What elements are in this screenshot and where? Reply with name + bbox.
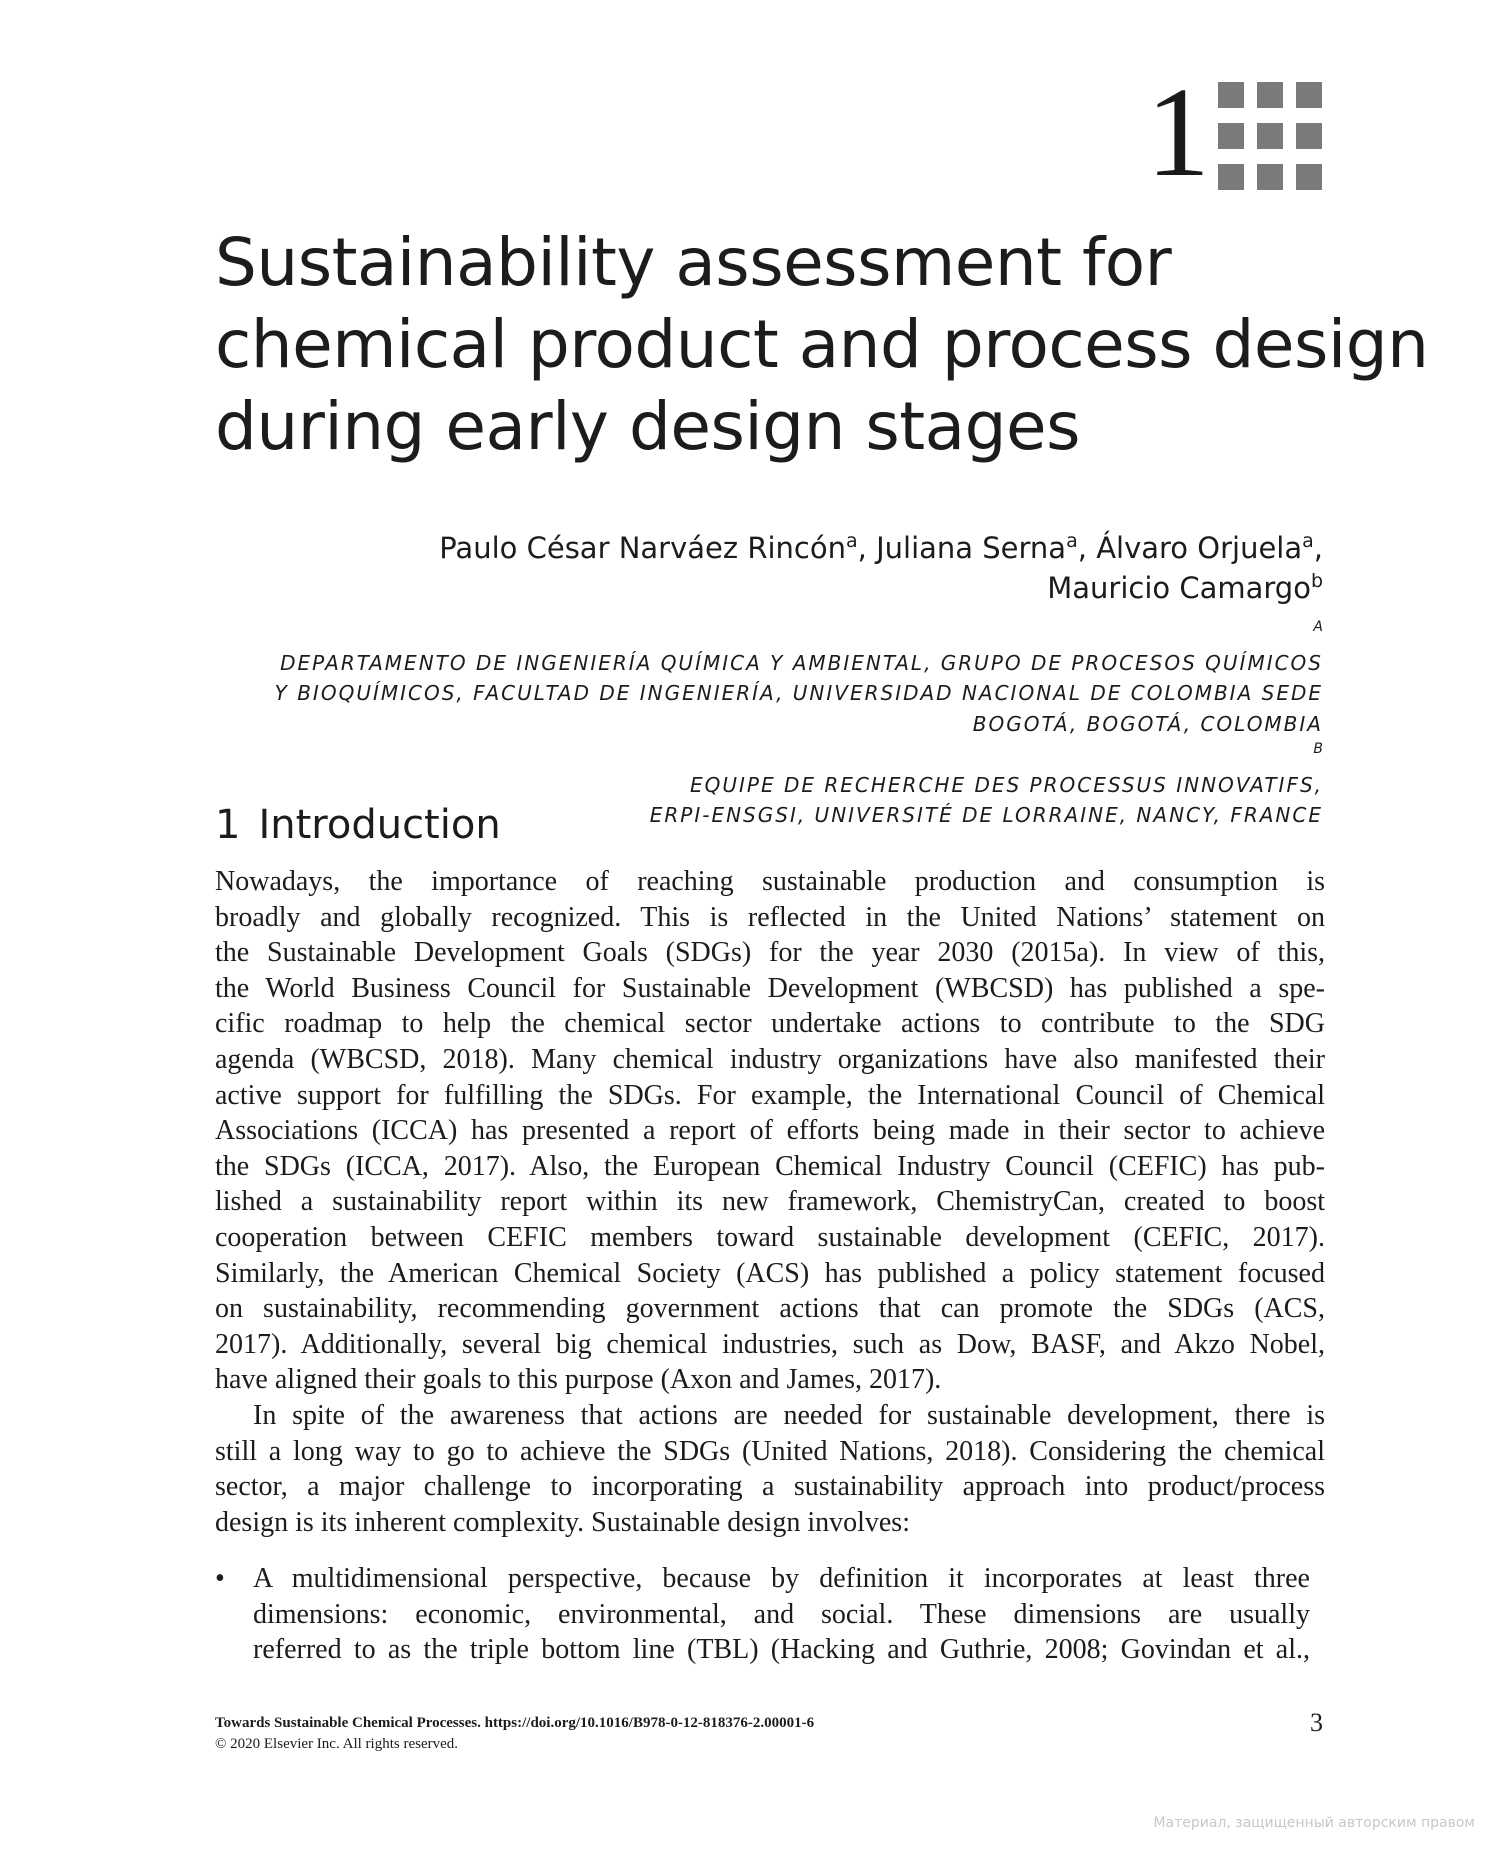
section-number: 1 (215, 802, 241, 848)
text-line: referred to as the triple bottom line (TBL) (Hacking and Guthrie, 2008; Govindan et al., (253, 1634, 1310, 1666)
chapter-title (215, 222, 1429, 468)
text-line: In spite of the awareness that actions are needed for sustainable development, there is (253, 1399, 1325, 1431)
text-line: agenda (WBCSD, 2018). Many chemical industry organizations have also manifested their (215, 1043, 1325, 1075)
text-line: the Sustainable Development Goals (SDGs) for the year 2030 (2015a). In view of this, (215, 937, 1325, 969)
text-line: on sustainability, recommending government actions that can promote the SDGs (ACS, (215, 1293, 1325, 1325)
text-line: cific roadmap to help the chemical sector undertake actions to contribute to the SDG (215, 1008, 1325, 1040)
author-list (323, 528, 1323, 608)
bullet-icon: • (215, 1563, 225, 1594)
author-line: Paulo César Narváez Rincón$^a$, Juliana Serna$^a$, Álvaro Orjuela$^a$, (439, 530, 1323, 565)
chapter-number: 1 (1146, 61, 1210, 203)
text-line: the SDGs (ICCA, 2017). Also, the European Chemical Industry Council (CEFIC) has pub- (215, 1150, 1325, 1182)
text-line: design is its inherent complexity. Sustainable design involves: (215, 1506, 910, 1538)
chapter-title-line: chemical product and process design (215, 306, 1429, 383)
text-line: active support for fulfilling the SDGs. For example, the International Council of Chemical (215, 1079, 1325, 1111)
author-name: Juliana Serna (876, 531, 1067, 565)
text-line: A multidimensional perspective, because by definition it incorporates at least three (253, 1563, 1310, 1594)
author-affil-mark: a (845, 530, 858, 552)
list-item (215, 1561, 1310, 1668)
affiliation-line: ERPI-ENSGSI, UNIVERSITÉ DE LORRAINE, NANCY, FRANCE (649, 803, 1323, 827)
section-title: Introduction (258, 802, 501, 848)
page-number: 3 (1310, 1708, 1323, 1737)
text-line: still a long way to go to achieve the SDGs (United Nations, 2018). Considering the chemical (215, 1435, 1325, 1467)
body-text (215, 864, 1325, 1540)
watermark-text: Материал, защищенный авторским правом (1153, 1815, 1475, 1831)
bullet-list (215, 1561, 1310, 1668)
text-line: dimensions: economic, environmental, and social. These dimensions are usually (253, 1598, 1310, 1630)
affiliation-line: BOGOTÁ, BOGOTÁ, COLOMBIA $^B$ EQUIPE DE RECHERCHE DES PROCESSUS INNOVATIFS, (690, 711, 1323, 797)
text-line: 2017). Additionally, several big chemical industries, such as Dow, BASF, and Akzo Nobel, (215, 1328, 1325, 1360)
text-line: cooperation between CEFIC members toward sustainable development (CEFIC, 2017). (215, 1221, 1325, 1253)
text-line: sector, a major challenge to incorporating a sustainability approach into product/process (215, 1471, 1325, 1503)
affiliations (203, 617, 1323, 831)
chapter-title-line: during early design stages (215, 388, 1080, 465)
author-line (323, 568, 1323, 608)
text-line: Nowadays, the importance of reaching sustainable production and consumption is (215, 866, 1325, 897)
affiliation-line: Y BIOQUÍMICOS, FACULTAD DE INGENIERÍA, UNIVERSIDAD NACIONAL DE COLOMBIA SEDE (274, 681, 1323, 705)
text-line: Associations (ICCA) has presented a report of efforts being made in their sector to achieve (215, 1115, 1325, 1147)
paragraph-1 (215, 864, 1325, 1398)
affiliation-line: $^A$ DEPARTAMENTO DE INGENIERÍA QUÍMICA Y AMBIENTAL, GRUPO DE PROCESOS QUÍMICOS (280, 619, 1323, 675)
footer-citation: Towards Sustainable Chemical Processes. https://doi.org/10.1016/B978-0-12-818376-2.00001-6 (215, 1715, 815, 1731)
text-line: broadly and globally recognized. This is reflected in the United Nations’ statement on (215, 901, 1325, 933)
text-line: the World Business Council for Sustainable Development (WBCSD) has published a spe- (215, 972, 1325, 1004)
paragraph-2 (215, 1398, 1325, 1540)
author-affil-mark: b (1310, 570, 1323, 592)
text-line: lished a sustainability report within its new framework, ChemistryCan, created to boost (215, 1186, 1325, 1218)
author-affil-mark: a (1302, 530, 1314, 552)
text-line: have aligned their goals to this purpose (Axon and James, 2017). (215, 1364, 942, 1396)
author-name: Paulo César Narváez Rincón (439, 531, 846, 565)
chapter-grid-ornament (1218, 82, 1323, 190)
author-affil-mark: a (1066, 530, 1078, 552)
footer-copyright: © 2020 Elsevier Inc. All rights reserved. (215, 1736, 459, 1752)
text-line: Similarly, the American Chemical Society (ACS) has published a policy statement focused (215, 1257, 1325, 1289)
author-name: Álvaro Orjuela (1096, 531, 1303, 565)
author-name: Mauricio Camargo (1047, 571, 1311, 605)
chapter-title-line: Sustainability assessment for (215, 224, 1172, 301)
section-heading (215, 800, 501, 850)
